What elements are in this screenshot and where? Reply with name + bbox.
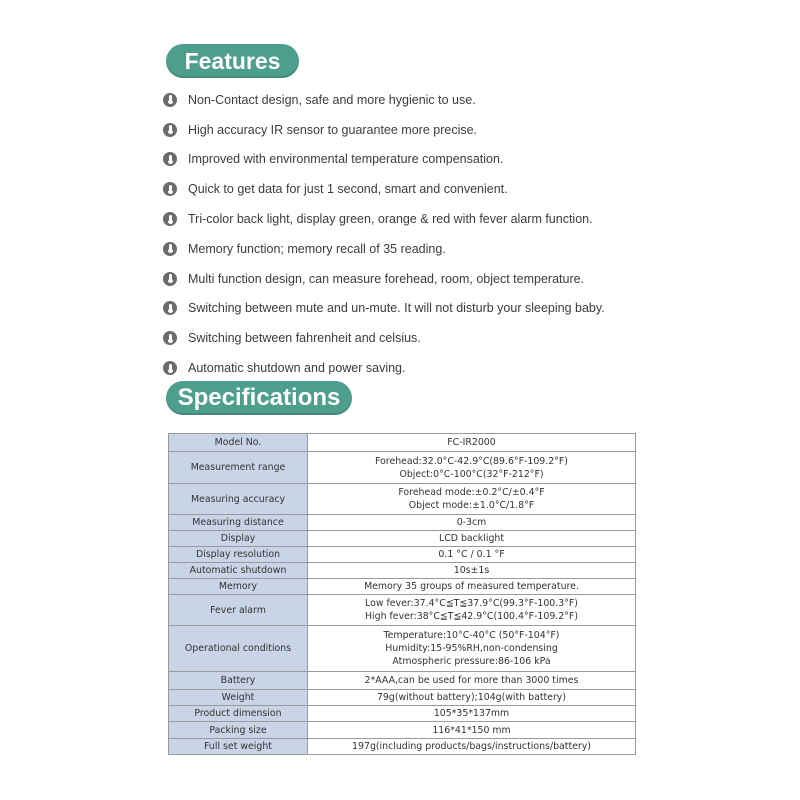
spec-value-line: Humidity:15-95%RH,non-condensing	[385, 643, 558, 654]
spec-value	[308, 739, 636, 755]
spec-row	[169, 563, 636, 579]
thermometer-bullet-icon	[163, 361, 177, 375]
spec-row	[169, 515, 636, 531]
thermometer-bullet-icon	[163, 152, 177, 166]
spec-value	[308, 547, 636, 563]
thermometer-bullet-icon	[163, 123, 177, 137]
spec-value-line: 2*AAA,can be used for more than 3000 times	[364, 675, 579, 686]
specifications-heading: Specifications	[166, 381, 352, 415]
spec-value-line: Forehead:32.0°C-42.9°C(89.6°F-109.2°F)	[375, 455, 568, 467]
spec-row	[169, 531, 636, 547]
spec-value-line: Low fever:37.4°C≦T≦37.9°C(99.3°F-100.3°F)	[365, 598, 578, 609]
feature-item	[163, 174, 605, 204]
spec-label: Battery	[169, 672, 308, 690]
thermometer-bullet-icon	[163, 182, 177, 196]
spec-label: Fever alarm	[169, 595, 308, 626]
thermometer-bullet-icon	[163, 212, 177, 226]
spec-label: Measurement range	[169, 452, 308, 484]
feature-item	[163, 353, 605, 383]
feature-item	[163, 234, 605, 264]
spec-row	[169, 706, 636, 722]
feature-item	[163, 294, 605, 324]
spec-value-line: 0.1 °C / 0.1 °F	[438, 549, 505, 560]
spec-value	[308, 626, 636, 672]
spec-value-line: Atmospheric pressure:86-106 kPa	[392, 656, 551, 667]
spec-value	[308, 434, 636, 452]
spec-label: Measuring distance	[169, 515, 308, 531]
spec-label: Display	[169, 531, 308, 547]
spec-value-line: Object mode:±1.0°C/1.8°F	[408, 500, 535, 511]
spec-row	[169, 672, 636, 690]
spec-value-line: Memory 35 groups of measured temperature.	[364, 581, 579, 592]
spec-row	[169, 722, 636, 739]
spec-value	[308, 595, 636, 626]
spec-label: Measuring accuracy	[169, 484, 308, 515]
thermometer-bullet-icon	[163, 93, 177, 107]
spec-row	[169, 690, 636, 706]
feature-item	[163, 85, 605, 115]
feature-text: Switching between mute and un-mute. It will not disturb your sleeping baby.	[188, 301, 605, 316]
spec-value-line: LCD backlight	[438, 533, 505, 544]
feature-item	[163, 145, 605, 175]
spec-row	[169, 484, 636, 515]
feature-text: Tri-color back light, display green, orange & red with fever alarm function.	[188, 212, 593, 227]
spec-value-line: 79g(without battery);104g(with battery)	[376, 692, 567, 703]
feature-text: Non-Contact design, safe and more hygienic to use.	[188, 92, 476, 107]
feature-text: Multi function design, can measure forehead, room, object temperature.	[188, 271, 585, 286]
thermometer-bullet-icon	[163, 242, 177, 256]
spec-row	[169, 626, 636, 672]
feature-text: Memory function; memory recall of 35 reading.	[188, 241, 446, 256]
feature-item	[163, 323, 605, 353]
spec-value-line: 197g(including products/bags/instructions/battery)	[352, 741, 591, 752]
spec-value-line: 116*41*150 mm	[432, 724, 511, 736]
spec-label: Weight	[169, 690, 308, 706]
thermometer-bullet-icon	[163, 272, 177, 286]
features-list	[163, 85, 605, 383]
feature-item	[163, 115, 605, 145]
spec-label: Automatic shutdown	[169, 563, 308, 579]
spec-row	[169, 739, 636, 755]
feature-item	[163, 204, 605, 234]
spec-value	[308, 579, 636, 595]
spec-label: Product dimension	[169, 706, 308, 722]
spec-value	[308, 452, 636, 484]
spec-value	[308, 722, 636, 739]
spec-value-line: Temperature:10°C-40°C (50°F-104°F)	[383, 630, 560, 641]
thermometer-bullet-icon	[163, 331, 177, 345]
spec-value-line: High fever:38°C≦T≦42.9°C(100.4°F-109.2°F)	[364, 611, 578, 622]
feature-text: Improved with environmental temperature compensation.	[188, 152, 504, 167]
spec-value	[308, 531, 636, 547]
spec-value	[308, 706, 636, 722]
spec-label: Display resolution	[169, 547, 308, 563]
spec-row	[169, 579, 636, 595]
feature-text: Quick to get data for just 1 second, smart and convenient.	[188, 182, 508, 197]
spec-row	[169, 434, 636, 452]
spec-row	[169, 547, 636, 563]
specifications-body	[169, 434, 636, 755]
spec-value	[308, 672, 636, 690]
feature-item	[163, 264, 605, 294]
spec-value	[308, 563, 636, 579]
spec-row	[169, 452, 636, 484]
thermometer-bullet-icon	[163, 301, 177, 315]
feature-text: Switching between fahrenheit and celsius.	[188, 331, 421, 346]
feature-text: Automatic shutdown and power saving.	[188, 361, 406, 376]
spec-label: Full set weight	[169, 739, 308, 755]
feature-text: High accuracy IR sensor to guarantee more precise.	[188, 122, 478, 137]
spec-value-line: 0-3cm	[456, 517, 487, 528]
spec-value-line: FC-IR2000	[447, 437, 496, 448]
specifications-table	[168, 433, 636, 755]
spec-value	[308, 484, 636, 515]
spec-value-line: 105*35*137mm	[433, 708, 510, 719]
spec-label: Memory	[169, 579, 308, 595]
spec-label: Packing size	[169, 722, 308, 739]
spec-value	[308, 690, 636, 706]
spec-value-line: Forehead mode:±0.2°C/±0.4°F	[398, 487, 545, 498]
spec-row	[169, 595, 636, 626]
spec-label: Model No.	[169, 434, 308, 452]
features-heading: Features	[166, 44, 299, 78]
spec-value-line: 10s±1s	[453, 565, 490, 576]
spec-value	[308, 515, 636, 531]
spec-value-line: Object:0°C-100°C(32°F-212°F)	[399, 468, 544, 480]
spec-label: Operational conditions	[169, 626, 308, 672]
